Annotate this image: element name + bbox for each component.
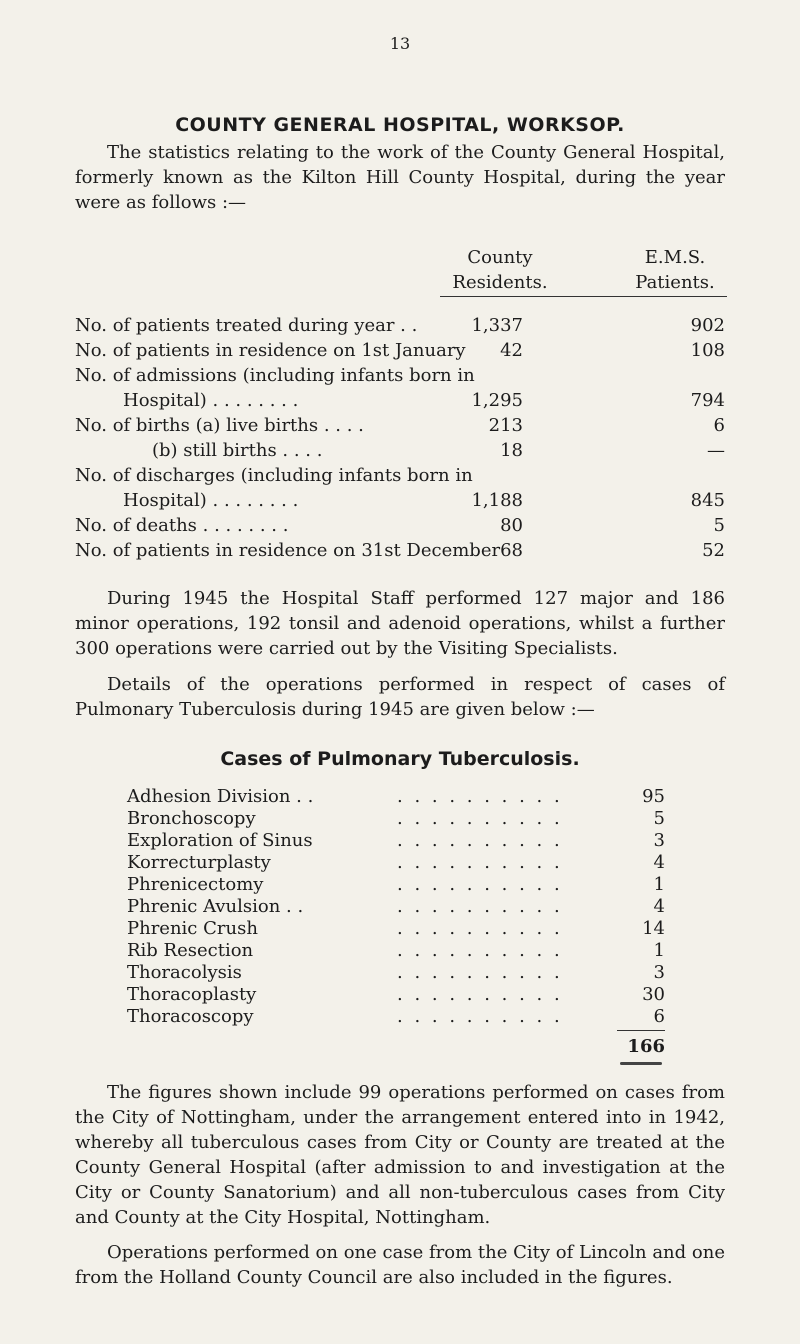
leader-dots: . . . . . . . . . .: [397, 918, 563, 939]
total-rule: [617, 1030, 665, 1031]
ems-header-line2: Patients.: [635, 272, 715, 293]
leader-dots: . . . . . . . . . .: [397, 852, 563, 873]
stat-label: No. of births (a) live births . . . .: [75, 415, 364, 436]
leader-dots: . . . . . . . . . .: [397, 830, 563, 851]
stat-row: [75, 388, 725, 413]
tb-heading: Cases of Pulmonary Tuberculosis.: [220, 748, 580, 770]
stat-row: [75, 488, 725, 513]
stat-ems-value: 902: [690, 315, 725, 336]
tb-operation-label: Rib Resection: [127, 940, 254, 961]
county-residents-header: [440, 245, 560, 295]
tb-operation-count: 3: [653, 830, 665, 851]
details-text: Details of the operations performed in respect of cases of Pulmonary Tuberculosis during 1945 are given below :—: [75, 674, 725, 720]
tb-operation-count: 6: [653, 1006, 665, 1027]
page-title: COUNTY GENERAL HOSPITAL, WORKSOP.: [175, 114, 625, 136]
tb-operation-count: 5: [653, 808, 665, 829]
stat-label: Hospital) . . . . . . . .: [123, 490, 299, 511]
intro-paragraph: [75, 140, 725, 215]
tb-operation-label: Thoracoplasty: [127, 984, 257, 1005]
tb-operation-label: Exploration of Sinus: [127, 830, 313, 851]
stat-county-value: 1,337: [471, 315, 523, 336]
stat-row: [75, 438, 725, 463]
stat-label: No. of patients treated during year . .: [75, 315, 418, 336]
stat-label: No. of admissions (including infants born in: [75, 365, 475, 386]
stat-row: [75, 538, 725, 563]
stat-ems-value: 5: [713, 515, 725, 536]
leader-dots: . . . . . . . . . .: [397, 1006, 563, 1027]
stat-label: (b) still births . . . .: [152, 440, 323, 461]
leader-dots: . . . . . . . . . .: [397, 896, 563, 917]
figures-text: The figures shown include 99 operations performed on cases from the City of Nottingham, under the arrangement entered into in 1942, whereby all tuberculous cases from City or County are treated at the County General Hospital (after admission to and investigation at the City or County Sanatorium) and all non-tuberculous cases from City and County at the City Hospital, Nottingham.: [75, 1082, 725, 1228]
stat-county-value: 42: [500, 340, 523, 361]
lincoln-paragraph: [75, 1240, 725, 1290]
ems-patients-header: [615, 245, 735, 295]
stat-county-value: 1,188: [471, 490, 523, 511]
page-number: 13: [389, 34, 411, 53]
tb-operation-label: Thoracoscopy: [127, 1006, 254, 1027]
figures-paragraph: [75, 1080, 725, 1230]
tb-operation-label: Phrenicectomy: [127, 874, 264, 895]
stat-ems-value: 108: [690, 340, 725, 361]
stat-ems-value: —: [707, 440, 725, 461]
stat-row: [75, 413, 725, 438]
tb-operation-count: 4: [653, 852, 665, 873]
details-paragraph: [75, 672, 725, 722]
stat-ems-value: 52: [702, 540, 725, 561]
leader-dots: . . . . . . . . . .: [397, 808, 563, 829]
stat-label: No. of deaths . . . . . . . .: [75, 515, 289, 536]
stat-county-value: 18: [500, 440, 523, 461]
stat-row: [75, 313, 725, 338]
tb-operation-count: 1: [653, 940, 665, 961]
stat-row: [75, 338, 725, 363]
stat-label: Hospital) . . . . . . . .: [123, 390, 299, 411]
tb-total: 166: [627, 1036, 665, 1057]
tb-operation-label: Korrecturplasty: [127, 852, 271, 873]
tb-operation-label: Bronchoscopy: [127, 808, 256, 829]
stat-ems-value: 794: [690, 390, 725, 411]
ems-header-line1: E.M.S.: [644, 247, 706, 268]
stat-row: [75, 463, 725, 488]
tb-operation-count: 4: [653, 896, 665, 917]
leader-dots: . . . . . . . . . .: [397, 786, 563, 807]
tb-operation-label: Adhesion Division . .: [127, 786, 314, 807]
tb-operation-count: 1: [653, 874, 665, 895]
header-rule: [440, 296, 727, 297]
leader-dots: . . . . . . . . . .: [397, 874, 563, 895]
stat-label: No. of patients in residence on 31st December: [75, 540, 501, 561]
tb-operation-count: 3: [653, 962, 665, 983]
tb-operation-count: 14: [642, 918, 665, 939]
stat-label: No. of discharges (including infants born in: [75, 465, 473, 486]
stat-county-value: 68: [500, 540, 523, 561]
county-header-line2: Residents.: [452, 272, 548, 293]
county-header-line1: County: [467, 247, 533, 268]
stat-row: [75, 363, 725, 388]
operations-text: During 1945 the Hospital Staff performed 127 major and 186 minor operations, 192 tonsil and adenoid operations, whilst a further 300 operations were carried out by the Visiting Specialists.: [75, 588, 725, 659]
stat-county-value: 80: [500, 515, 523, 536]
tb-operation-count: 95: [642, 786, 665, 807]
tb-operation-label: Phrenic Crush: [127, 918, 258, 939]
leader-dots: . . . . . . . . . .: [397, 962, 563, 983]
lincoln-text: Operations performed on one case from the City of Lincoln and one from the Holland County Council are also included in the figures.: [75, 1242, 725, 1288]
stat-row: [75, 513, 725, 538]
stat-county-value: 1,295: [471, 390, 523, 411]
tb-operation-label: Thoracolysis: [127, 962, 242, 983]
intro-text: The statistics relating to the work of the County General Hospital, formerly known as the Kilton Hill County Hospital, during the year were as follows :—: [75, 142, 725, 213]
stat-label: No. of patients in residence on 1st January: [75, 340, 466, 361]
total-double-rule: [620, 1062, 662, 1065]
stat-ems-value: 845: [690, 490, 725, 511]
stat-county-value: 213: [488, 415, 523, 436]
tb-row: [127, 1004, 665, 1029]
tb-operation-label: Phrenic Avulsion . .: [127, 896, 304, 917]
tb-operation-count: 30: [642, 984, 665, 1005]
operations-paragraph: [75, 586, 725, 661]
stat-ems-value: 6: [713, 415, 725, 436]
leader-dots: . . . . . . . . . .: [397, 940, 563, 961]
leader-dots: . . . . . . . . . .: [397, 984, 563, 1005]
